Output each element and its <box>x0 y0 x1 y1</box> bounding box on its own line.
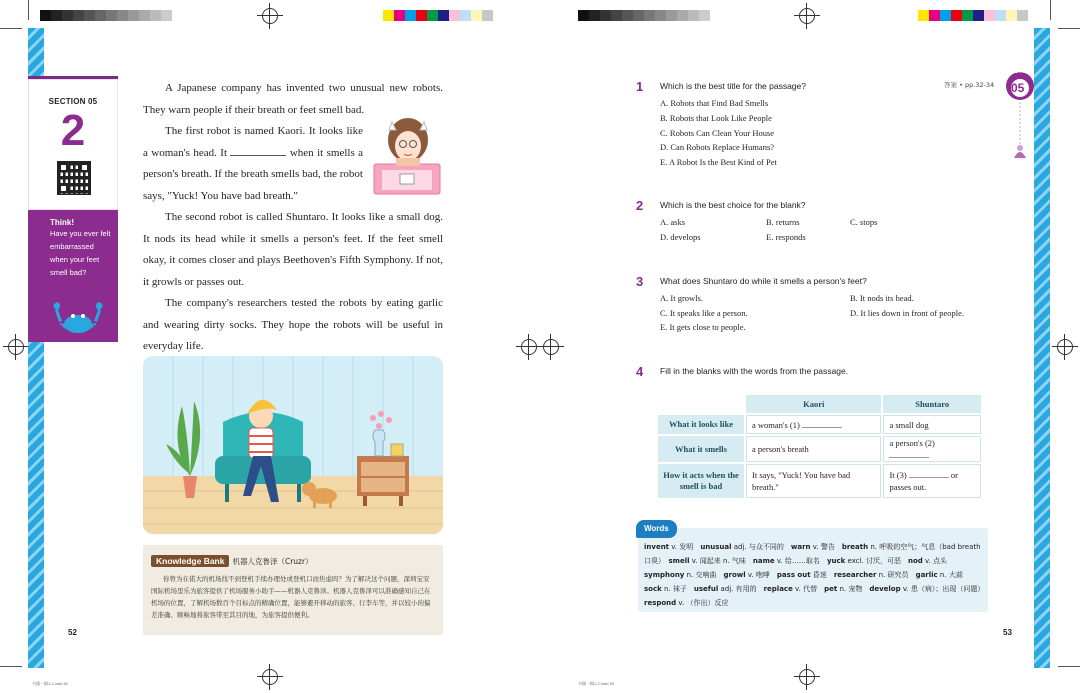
page-number-left: 52 <box>68 628 77 637</box>
vocab-word: invent <box>644 543 670 551</box>
registration-mark-mid-left <box>3 334 29 360</box>
words-tag: Words <box>636 520 677 538</box>
section-badge-label: SECTION <box>1008 69 1031 75</box>
page-number-right: 53 <box>1003 628 1012 637</box>
passage-paragraph-3: The second robot is called Shuntaro. It looks like a small dog. It nods its head while it smells a person's feet. If the feet smell okay, it comes closer and plays Beethoven's Fifth Symphony. If not, it growls or passes out. <box>143 211 443 288</box>
kaori-robot-illustration <box>372 118 444 196</box>
question-number: 2 <box>636 198 644 213</box>
table-row <box>658 415 981 434</box>
grayscale-bar-left <box>40 10 172 21</box>
trim-mark <box>0 28 22 29</box>
section-badge-number: 05 <box>1011 81 1025 95</box>
question-text: Which is the best choice for the blank? <box>660 200 806 210</box>
vocab-definition: adj. 与众不同的 <box>731 543 791 551</box>
vocab-definition: n. 宠物 <box>837 585 870 593</box>
section-label: SECTION 05 <box>48 97 98 106</box>
answer-blank-2[interactable] <box>889 449 929 458</box>
trim-mark <box>28 0 29 20</box>
column-header-kaori: Kaori <box>746 395 881 413</box>
option-a[interactable]: A. asks <box>660 217 686 227</box>
think-title: Think! <box>50 218 74 227</box>
option-b[interactable]: B. returns <box>766 217 800 227</box>
vocab-word: nod <box>907 557 923 565</box>
vocab-definition: excl. 讨厌，可恶 <box>845 557 908 565</box>
section-card <box>28 76 118 342</box>
option-e[interactable]: E. responds <box>766 232 806 242</box>
option-b[interactable]: B. Robots that Look Like People <box>660 113 772 123</box>
vocab-word: garlic <box>915 571 938 579</box>
vocabulary-box <box>638 524 988 612</box>
section-card-header <box>28 76 118 210</box>
option-c[interactable]: C. It speaks like a person. <box>660 308 748 318</box>
vocab-definition: v. 闻起来 n. 气味 <box>689 557 753 565</box>
option-e[interactable]: E. It gets close to people. <box>660 322 746 332</box>
table-cell: a small dog <box>883 415 981 434</box>
vocab-word: respond <box>644 599 677 607</box>
vocab-word: warn <box>790 543 811 551</box>
cell-text: passes out. <box>889 482 927 492</box>
option-c[interactable]: C. Robots Can Clean Your House <box>660 128 775 138</box>
vocab-definition: v. 警告 <box>810 543 842 551</box>
row-header: What it smells <box>658 436 744 462</box>
registration-mark-mid-right <box>1052 334 1078 360</box>
vocab-word: researcher <box>833 571 877 579</box>
question-text: What does Shuntaro do while it smells a person's feet? <box>660 276 867 286</box>
passage-blank <box>230 144 286 156</box>
vocab-definition: v. 代替 <box>792 585 825 593</box>
passage-paragraph-4: The company's researchers tested the robots by eating garlic and wearing dirty socks. They hope the robots will be useful in everyday life. <box>143 297 443 352</box>
vocab-word: growl <box>723 571 746 579</box>
vocab-word: develop <box>869 585 901 593</box>
vocab-definition: adj. 有用的 <box>718 585 764 593</box>
grayscale-bar-right <box>578 10 710 21</box>
vocab-definition: n. 交响曲 <box>684 571 724 579</box>
vocab-word: unusual <box>700 543 732 551</box>
think-question: Have you ever felt embarrassed when your feet smell bad? <box>50 229 111 277</box>
cell-text: a woman's (1) <box>752 419 800 430</box>
question-number: 3 <box>636 274 644 289</box>
question-number: 4 <box>636 364 644 379</box>
qr-code[interactable] <box>57 161 91 195</box>
file-slug-left: 书籍一稿1-2.indd 52 <box>32 681 69 686</box>
knowledge-bank-tag: Knowledge Bank <box>151 555 229 567</box>
vocab-word: sock <box>644 585 662 593</box>
vocab-word: replace <box>763 585 793 593</box>
right-edge-stripe <box>1034 28 1050 668</box>
vocab-definition: n. 袜子 <box>661 585 694 593</box>
option-d[interactable]: D. develops <box>660 232 701 242</box>
answer-reference: 答案 • pp.32-34 <box>944 81 995 89</box>
column-header-shuntaro: Shuntaro <box>883 395 981 413</box>
table-row <box>658 436 981 462</box>
color-bar-left <box>383 10 493 21</box>
row-header: How it acts when the smell is bad <box>658 464 744 498</box>
vocab-word: symphony <box>644 571 685 579</box>
knowledge-bank-body: 你曾为在偌大的机场找不到登机手续办理处或登机口而焦虑吗？为了解决这个问题，深圳宝安国际机场里乐为旅客提供了机场服务小助手——机器人克鲁泽。机器人克鲁泽可以准确感知自己在机场的位置，了解机场数百个目标点的精确位置，能够避开移动的旅客、行李车等，并以较小的偏差准确、顺畅地将旅客带至其目的地，为旅客提供便利。 <box>151 575 431 619</box>
think-box <box>28 210 118 342</box>
knowledge-bank-title: 机器人克鲁泽（Cruzr） <box>232 557 313 566</box>
passage-paragraph-1: A Japanese company has invented two unusual new robots. They warn people if their breath or feet smell bad. <box>143 82 443 116</box>
cell-text: or <box>950 470 959 480</box>
table-row <box>658 464 981 498</box>
vocab-definition: n. 研究员 <box>876 571 916 579</box>
vocab-word: pet <box>824 585 838 593</box>
table-cell[interactable] <box>883 464 981 498</box>
table-cell: a person's breath <box>746 436 881 462</box>
vocab-word: breath <box>841 543 869 551</box>
vocab-definition: n. 呼吸的空气；气息（bad breath 口臭） <box>644 543 981 565</box>
vocab-word: smell <box>668 557 690 565</box>
vocab-definition: v. （作出）反应 <box>676 599 729 607</box>
color-bar-right <box>918 10 1028 21</box>
registration-mark-bottom-right <box>794 664 820 690</box>
option-b[interactable]: B. It nods its head. <box>850 293 914 303</box>
row-header: What it looks like <box>658 415 744 434</box>
trim-mark <box>1050 0 1051 20</box>
cell-text: a person's (2) <box>889 438 935 448</box>
vocab-definition: n. 大蒜 <box>937 571 970 579</box>
vocab-definition: v. 发明 <box>669 543 701 551</box>
passage-paragraph-2 <box>143 121 363 207</box>
option-a[interactable]: A. Robots that Find Bad Smells <box>660 98 769 108</box>
vocab-definition: v. 患（病）；出现（问题） <box>900 585 988 593</box>
vocab-definition: 昏迷 <box>810 571 834 579</box>
file-slug-right: 书籍一稿1-2.indd 53 <box>578 681 615 686</box>
comparison-table <box>656 393 983 500</box>
registration-mark-bottom-left <box>257 664 283 690</box>
option-c[interactable]: C. stops <box>850 217 878 227</box>
table-cell[interactable] <box>883 436 981 462</box>
registration-mark-top-left <box>257 3 283 29</box>
table-corner <box>658 395 744 413</box>
cell-text: It (3) <box>889 470 907 480</box>
unit-number: 2 <box>60 106 86 155</box>
vocab-word: name <box>752 557 775 565</box>
vocab-definition: v. 给……取名 <box>774 557 827 565</box>
trim-mark <box>1058 666 1080 667</box>
trim-mark <box>0 666 22 667</box>
question-text: Which is the best title for the passage? <box>660 81 806 91</box>
vocabulary-list <box>644 540 988 610</box>
vocab-definition: v. 点头 <box>922 557 955 565</box>
option-d[interactable]: D. Can Robots Replace Humans? <box>660 142 775 152</box>
trim-mark <box>1058 28 1080 29</box>
vocab-word: useful <box>693 585 719 593</box>
passage-paragraph-2-start: The first robot is named Kaori. It looks like a woman's head. It <box>143 125 363 159</box>
knowledge-bank-box <box>143 545 443 635</box>
table-header-row <box>658 395 981 413</box>
question-number: 1 <box>636 79 644 94</box>
crab-icon <box>48 300 108 338</box>
section-badge <box>1004 66 1036 166</box>
living-room-illustration <box>143 356 443 534</box>
vocab-definition: v. 咆哮 <box>745 571 777 579</box>
vocab-word: pass out <box>776 571 811 579</box>
question-text: Fill in the blanks with the words from the passage. <box>660 366 849 376</box>
table-cell[interactable] <box>746 415 881 434</box>
option-d[interactable]: D. It lies down in front of people. <box>850 308 965 318</box>
option-a[interactable]: A. It growls. <box>660 293 703 303</box>
passage-paragraph-2-end: when it smells a person's breath. If the breath smells bad, the robot says, "Yuck! You have bad breath." <box>143 146 364 202</box>
answer-blank-3[interactable] <box>909 469 949 478</box>
vocab-word: yuck <box>826 557 846 565</box>
answer-blank-1[interactable] <box>802 419 842 428</box>
table-cell: It says, "Yuck! You have bad breath." <box>746 464 881 498</box>
registration-mark-top-right <box>794 3 820 29</box>
option-e[interactable]: E. A Robot Is the Best Kind of Pet <box>660 157 777 167</box>
registration-mark-center-right <box>538 334 564 360</box>
